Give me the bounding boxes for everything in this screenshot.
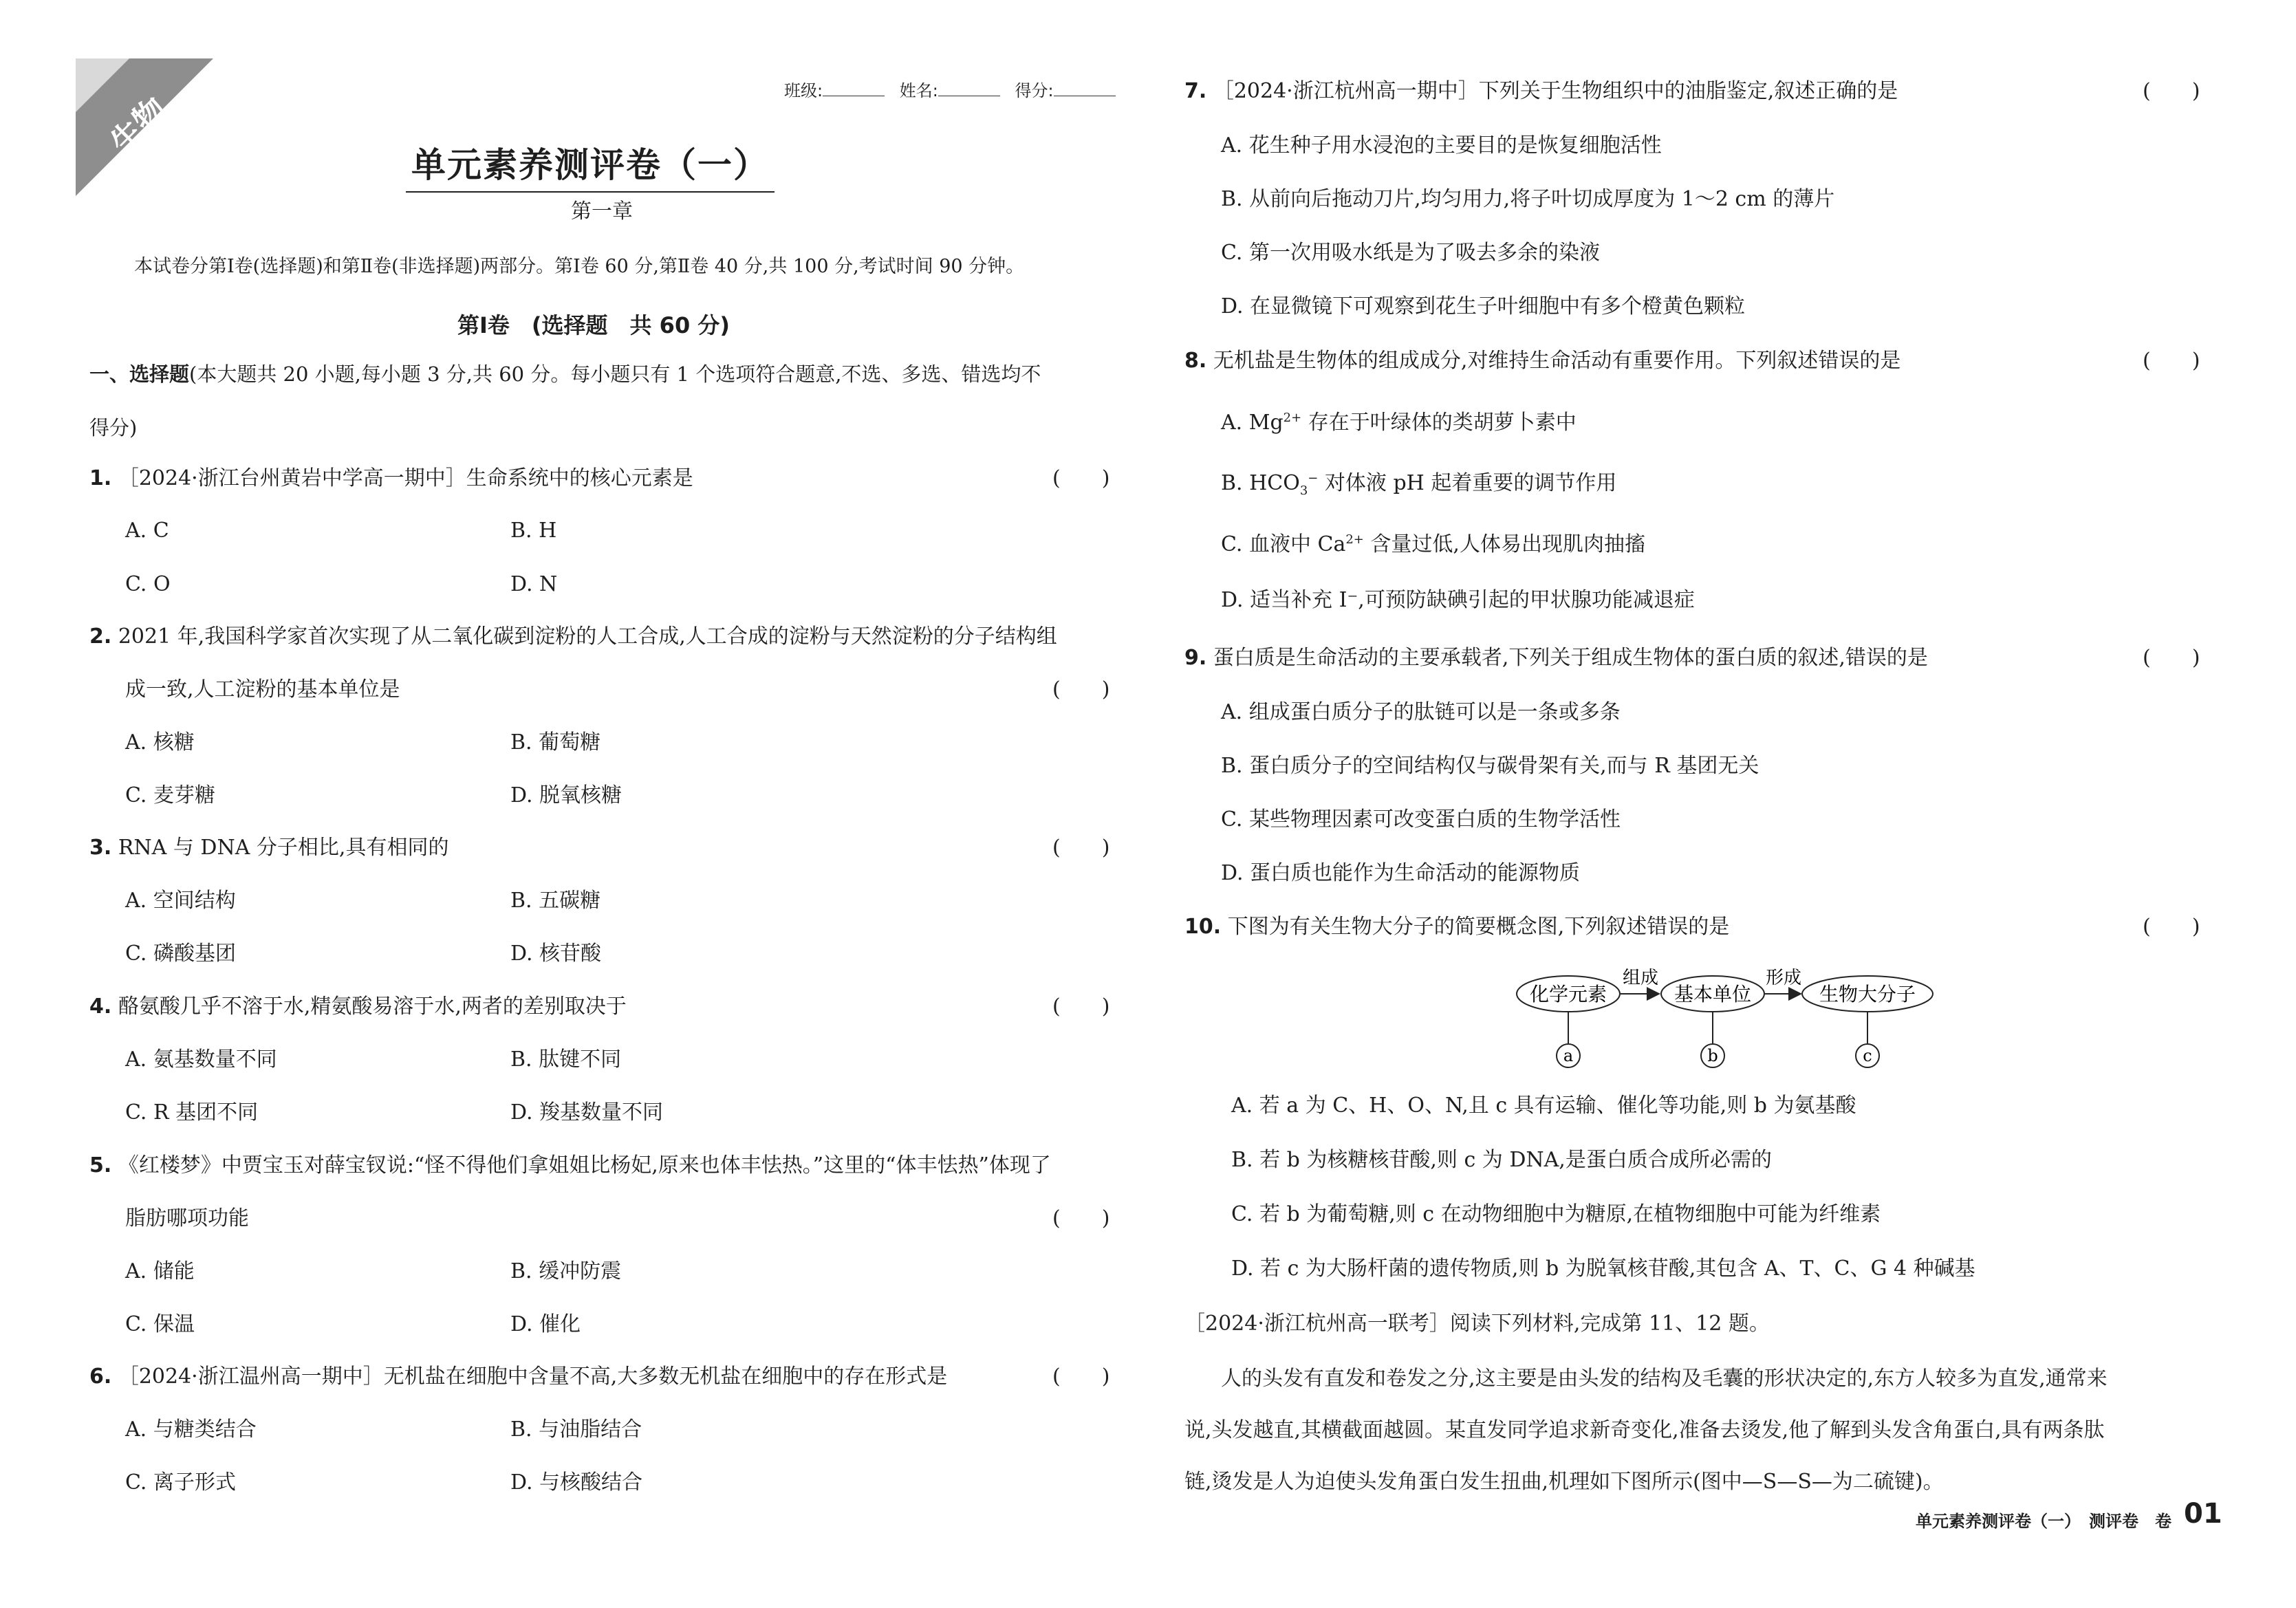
- question-8: [1184, 347, 1900, 375]
- option-b[interactable]: B. 从前向后拖动刀片,均匀用力,将子叶切成厚度为 1～2 cm 的薄片: [1221, 187, 1835, 211]
- option-c[interactable]: C. 离子形式: [125, 1470, 236, 1495]
- question-text: 2021 年,我国科学家首次实现了从二氧化碳到淀粉的人工合成,人工合成的淀粉与天然淀粉的分子结构组: [118, 624, 1057, 649]
- superscript: 2+: [1345, 532, 1364, 547]
- question-text: 蛋白质是生命活动的主要承载者,下列关于组成生物体的蛋白质的叙述,错误的是: [1213, 646, 1928, 670]
- svg-text:c: c: [1863, 1046, 1872, 1065]
- question-4: [89, 993, 627, 1021]
- option-b-text: B. HCO: [1221, 471, 1300, 495]
- option-d[interactable]: D. 蛋白质也能作为生命活动的能源物质: [1221, 861, 1581, 885]
- question-1: [89, 465, 693, 492]
- class-label: 班级:: [784, 81, 823, 100]
- question-text: 《红楼梦》中贾宝玉对薛宝钗说:“怪不得他们拿姐姐比杨妃,原来也体丰怯热。”这里的“体丰怯热”体现了: [118, 1153, 1051, 1177]
- option-a[interactable]: A. 若 a 为 C、H、O、N,且 c 具有运输、催化等功能,则 b 为氨基酸: [1231, 1094, 1856, 1118]
- material-paragraph-cont: 说,头发越直,其横截面越圆。某直发同学追求新奇变化,准备去烫发,他了解到头发含角蛋白,具有两条肽: [1184, 1418, 2105, 1442]
- answer-paren[interactable]: ( ): [1052, 1206, 1110, 1230]
- section-title: 第Ⅰ卷 (选择题 共 60 分): [457, 312, 730, 338]
- page-title: 单元素养测评卷（一）: [406, 138, 775, 193]
- option-a[interactable]: A. 组成蛋白质分子的肽链可以是一条或多条: [1221, 700, 1621, 724]
- question-5: [89, 1152, 1051, 1180]
- option-a-text-cont: 存在于叶绿体的类胡萝卜素中: [1301, 411, 1577, 435]
- question-number: 5.: [89, 1153, 112, 1177]
- question-number: 3.: [89, 836, 112, 860]
- node-basic-units: [1661, 976, 1764, 1012]
- superscript: −: [1308, 471, 1319, 486]
- answer-paren[interactable]: ( ): [1052, 1365, 1110, 1389]
- concept-diagram: [1513, 966, 1940, 1083]
- question-text: ［2024·浙江温州高一期中］无机盐在细胞中含量不高,大多数无机盐在细胞中的存在形式是: [118, 1365, 948, 1389]
- name-label: 姓名:: [899, 81, 938, 100]
- question-number: 10.: [1184, 915, 1222, 939]
- option-c-text-cont: 含量过低,人体易出现肌肉抽搐: [1363, 532, 1645, 556]
- option-b[interactable]: B. 葡萄糖: [510, 730, 601, 754]
- question-text-cont: 脂肪哪项功能: [125, 1206, 249, 1230]
- superscript: 2+: [1283, 411, 1302, 425]
- question-number: 4.: [89, 995, 112, 1019]
- question-text: ［2024·浙江杭州高一期中］下列关于生物组织中的油脂鉴定,叙述正确的是: [1213, 79, 1898, 103]
- option-c[interactable]: C. 磷酸基团: [125, 942, 236, 966]
- label-a: [1557, 1044, 1580, 1067]
- node-label: 基本单位: [1674, 983, 1752, 1006]
- option-c[interactable]: C. 某些物理因素可改变蛋白质的生物学活性: [1221, 807, 1621, 832]
- material-paragraph-cont: 链,烫发是人为迫使头发角蛋白发生扭曲,机理如下图所示(图中—S—S—为二硫键)。: [1184, 1470, 1944, 1494]
- question-text: ［2024·浙江台州黄岩中学高一期中］生命系统中的核心元素是: [118, 466, 693, 490]
- option-c[interactable]: C. R 基团不同: [125, 1100, 259, 1124]
- option-a[interactable]: [1221, 404, 1577, 437]
- option-d[interactable]: D. N: [510, 572, 558, 596]
- question-text: 下图为有关生物大分子的简要概念图,下列叙述错误的是: [1227, 915, 1730, 939]
- answer-paren[interactable]: ( ): [1052, 466, 1110, 490]
- option-c[interactable]: C. 第一次用吸水纸是为了吸去多余的染液: [1221, 241, 1600, 265]
- option-a[interactable]: A. 空间结构: [125, 889, 236, 913]
- option-a[interactable]: A. 花生种子用水浸泡的主要目的是恢复细胞活性: [1221, 133, 1662, 157]
- question-text: 无机盐是生物体的组成成分,对维持生命活动有重要作用。下列叙述错误的是: [1213, 349, 1901, 373]
- option-d[interactable]: D. 羧基数量不同: [510, 1100, 664, 1124]
- question-number: 8.: [1184, 349, 1207, 373]
- question-2: [89, 623, 1057, 651]
- option-d[interactable]: D. 在显微镜下可观察到花生子叶细胞中有多个橙黄色颗粒: [1221, 294, 1746, 318]
- question-number: 1.: [89, 466, 112, 490]
- answer-paren[interactable]: ( ): [2143, 646, 2200, 670]
- subject-corner-ribbon: [76, 58, 282, 224]
- answer-paren[interactable]: ( ): [2143, 349, 2200, 373]
- question-number: 2.: [89, 624, 112, 649]
- option-b[interactable]: B. 五碳糖: [510, 889, 601, 913]
- question-number: 7.: [1184, 79, 1207, 103]
- question-3: [89, 834, 448, 862]
- answer-paren[interactable]: ( ): [2143, 79, 2200, 103]
- option-c[interactable]: C. 保温: [125, 1312, 195, 1336]
- option-b[interactable]: B. H: [510, 519, 557, 543]
- answer-paren[interactable]: ( ): [2143, 915, 2200, 939]
- option-c[interactable]: C. 若 b 为葡萄糖,则 c 在动物细胞中为糖原,在植物细胞中可能为纤维素: [1231, 1202, 1881, 1226]
- page-number: 01: [2184, 1498, 2222, 1530]
- node-label: 生物大分子: [1819, 983, 1916, 1006]
- material-intro: ［2024·浙江杭州高一联考］阅读下列材料,完成第 11、12 题。: [1184, 1312, 1770, 1336]
- question-number: 9.: [1184, 646, 1207, 670]
- option-d[interactable]: D. 适当补充 I⁻,可预防缺碘引起的甲状腺功能减退症: [1221, 588, 1695, 612]
- option-b[interactable]: B. 若 b 为核糖核苷酸,则 c 为 DNA,是蛋白质合成所必需的: [1231, 1148, 1772, 1172]
- option-d[interactable]: D. 核苷酸: [510, 942, 602, 966]
- option-b[interactable]: B. 肽键不同: [510, 1047, 622, 1072]
- arrow-label-form: 形成: [1765, 968, 1802, 988]
- answer-paren[interactable]: ( ): [1052, 677, 1110, 702]
- score-label: 得分:: [1015, 81, 1054, 100]
- part-heading: [89, 359, 1041, 387]
- option-a[interactable]: A. 储能: [125, 1259, 195, 1283]
- question-6: [89, 1363, 947, 1391]
- answer-paren[interactable]: ( ): [1052, 995, 1110, 1019]
- student-info-line: [784, 77, 1116, 101]
- option-c-text: C. 血液中 Ca: [1221, 532, 1346, 556]
- option-b[interactable]: [1221, 465, 1616, 505]
- part-label: 一、选择题: [89, 362, 190, 386]
- label-b: [1701, 1044, 1724, 1067]
- option-b[interactable]: B. 缓冲防震: [510, 1259, 622, 1283]
- question-text: RNA 与 DNA 分子相比,具有相同的: [118, 836, 449, 860]
- option-c[interactable]: C. 麦芽糖: [125, 783, 215, 807]
- option-d[interactable]: D. 与核酸结合: [510, 1470, 643, 1495]
- subject-label: 生物: [102, 89, 174, 162]
- question-text: 酪氨酸几乎不溶于水,精氨酸易溶于水,两者的差别取决于: [118, 995, 627, 1019]
- option-b-text-cont: 对体液 pH 起着重要的调节作用: [1318, 471, 1617, 495]
- option-d[interactable]: D. 脱氧核糖: [510, 783, 622, 807]
- option-d[interactable]: D. 若 c 为大肠杆菌的遗传物质,则 b 为脱氧核苷酸,其包含 A、T、C、G 4 种碱基: [1231, 1257, 1975, 1281]
- question-number: 6.: [89, 1365, 112, 1389]
- node-chemical-elements: [1517, 976, 1620, 1012]
- question-10: [1184, 913, 1729, 941]
- option-a[interactable]: A. C: [125, 519, 169, 543]
- footer-label: 单元素养测评卷（一） 测评卷 卷: [1916, 1512, 2172, 1531]
- node-macromolecule: [1802, 976, 1933, 1012]
- question-7: [1184, 78, 1898, 105]
- subscript: 3: [1299, 484, 1308, 498]
- option-d[interactable]: D. 催化: [510, 1312, 581, 1336]
- answer-paren[interactable]: ( ): [1052, 836, 1110, 860]
- option-a-text: A. Mg: [1221, 411, 1284, 435]
- option-c[interactable]: C. O: [125, 572, 171, 596]
- option-b[interactable]: B. 蛋白质分子的空间结构仅与碳骨架有关,而与 R 基团无关: [1221, 754, 1759, 778]
- option-a[interactable]: A. 与糖类结合: [125, 1417, 257, 1442]
- option-a[interactable]: A. 氨基数量不同: [125, 1047, 277, 1072]
- exam-instructions: 本试卷分第Ⅰ卷(选择题)和第Ⅱ卷(非选择题)两部分。第Ⅰ卷 60 分,第Ⅱ卷 40 分,共 100 分,考试时间 90 分钟。: [134, 256, 1025, 277]
- question-text-cont: 成一致,人工淀粉的基本单位是: [125, 677, 400, 702]
- svg-text:b: b: [1707, 1046, 1718, 1065]
- part-description: (本大题共 20 小题,每小题 3 分,共 60 分。每小题只有 1 个选项符合题意,不选、多选、错选均不: [189, 362, 1041, 386]
- svg-text:a: a: [1563, 1046, 1574, 1065]
- option-a[interactable]: A. 核糖: [125, 730, 195, 754]
- node-label: 化学元素: [1529, 983, 1607, 1006]
- material-paragraph: 人的头发有直发和卷发之分,这主要是由头发的结构及毛囊的形状决定的,东方人较多为直发,通常来: [1221, 1367, 2108, 1391]
- option-b[interactable]: B. 与油脂结合: [510, 1417, 642, 1442]
- chapter-subtitle: 第一章: [571, 199, 633, 224]
- question-9: [1184, 644, 1928, 672]
- part-description-cont: 得分): [89, 416, 138, 439]
- label-c: [1856, 1044, 1879, 1067]
- option-c[interactable]: [1221, 526, 1645, 558]
- arrow-label-compose: 组成: [1622, 968, 1659, 988]
